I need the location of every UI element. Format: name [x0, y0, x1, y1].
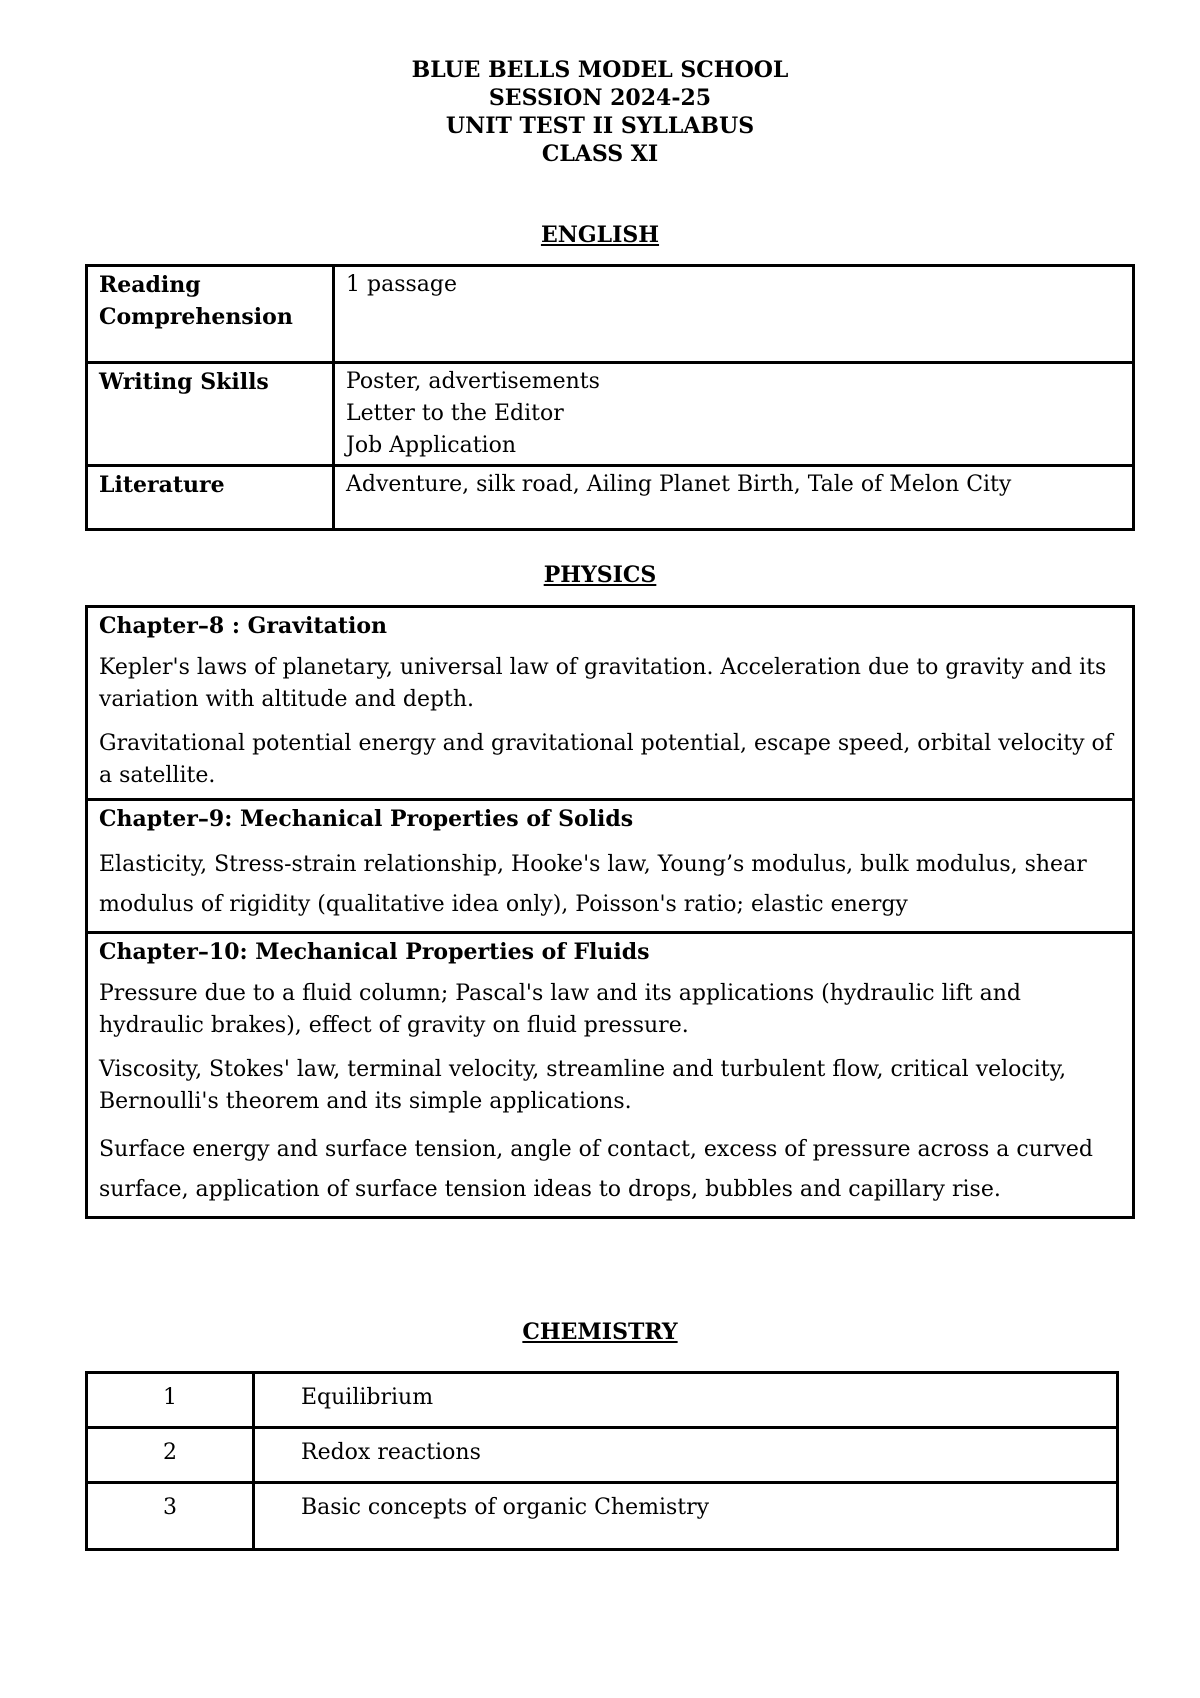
row-label: Reading Comprehension [87, 266, 334, 363]
test-title: UNIT TEST II SYLLABUS [445, 113, 755, 139]
table-row [87, 1373, 1118, 1428]
table-row [87, 363, 1134, 466]
english-title: ENGLISH [540, 222, 660, 248]
content-line: 1 passage [346, 272, 457, 297]
chapter-paragraph: Surface energy and surface tension, angle of contact, excess of pressure across a curved surface, application of surface tension ideas to drops, bubbles and capillary rise. [99, 1137, 1093, 1202]
chapter-paragraph: Viscosity, Stokes' law, terminal velocity, streamline and turbulent flow, critical velocity, Bernoulli's theorem and its simple applications. [99, 1057, 1067, 1114]
row-number: 2 [87, 1428, 254, 1483]
chapter-paragraph: Gravitational potential energy and gravitational potential, escape speed, orbital velocity of a satellite. [99, 731, 1113, 788]
chapter-paragraph: Kepler's laws of planetary, universal law of gravitation. Acceleration due to gravity and its variation with altitude and depth. [99, 655, 1107, 712]
chapter-paragraph: Pressure due to a fluid column; Pascal's law and its applications (hydraulic lift and hydraulic brakes), effect of gravity on fluid pressure. [99, 981, 1021, 1038]
row-number: 1 [87, 1373, 254, 1428]
row-label: Literature [87, 466, 334, 530]
row-topic: Basic concepts of organic Chemistry [254, 1483, 1118, 1550]
row-number: 3 [87, 1483, 254, 1550]
table-row [87, 1483, 1118, 1550]
content-line: Letter to the Editor [346, 401, 564, 426]
chapter-paragraph: Elasticity, Stress-strain relationship, Hooke's law, Young’s modulus, bulk modulus, shear modulus of rigidity (qualitative idea only), Poisson's ratio; elastic energy [99, 852, 1087, 917]
table-row [87, 466, 1134, 530]
document-header [0, 56, 1200, 168]
content-line: Poster, advertisements [346, 369, 600, 394]
class-label: CLASS XI [541, 141, 659, 167]
session-label: SESSION 2024-25 [488, 85, 712, 111]
physics-table [85, 605, 1135, 1219]
chapter-cell [87, 933, 1134, 1218]
table-row [87, 607, 1134, 800]
content-line: Adventure, silk road, Ailing Planet Birth, Tale of Melon City [346, 472, 1012, 497]
english-table [85, 264, 1135, 531]
row-content [334, 363, 1134, 466]
content-line: Job Application [346, 433, 516, 458]
physics-title: PHYSICS [543, 562, 657, 588]
school-name: BLUE BELLS MODEL SCHOOL [411, 57, 789, 83]
chemistry-title: CHEMISTRY [522, 1319, 678, 1345]
chapter-cell [87, 800, 1134, 933]
chapter-heading: Chapter–9: Mechanical Properties of Solids [99, 806, 634, 832]
row-label: Writing Skills [87, 363, 334, 466]
chapter-heading: Chapter–8 : Gravitation [99, 613, 388, 639]
table-row [87, 800, 1134, 933]
chapter-cell [87, 607, 1134, 800]
row-content [334, 466, 1134, 530]
table-row [87, 1428, 1118, 1483]
table-row [87, 266, 1134, 363]
row-topic: Redox reactions [254, 1428, 1118, 1483]
table-row [87, 933, 1134, 1218]
chapter-heading: Chapter–10: Mechanical Properties of Fluids [99, 939, 650, 965]
chemistry-table [85, 1371, 1119, 1551]
row-topic: Equilibrium [254, 1373, 1118, 1428]
row-content [334, 266, 1134, 363]
